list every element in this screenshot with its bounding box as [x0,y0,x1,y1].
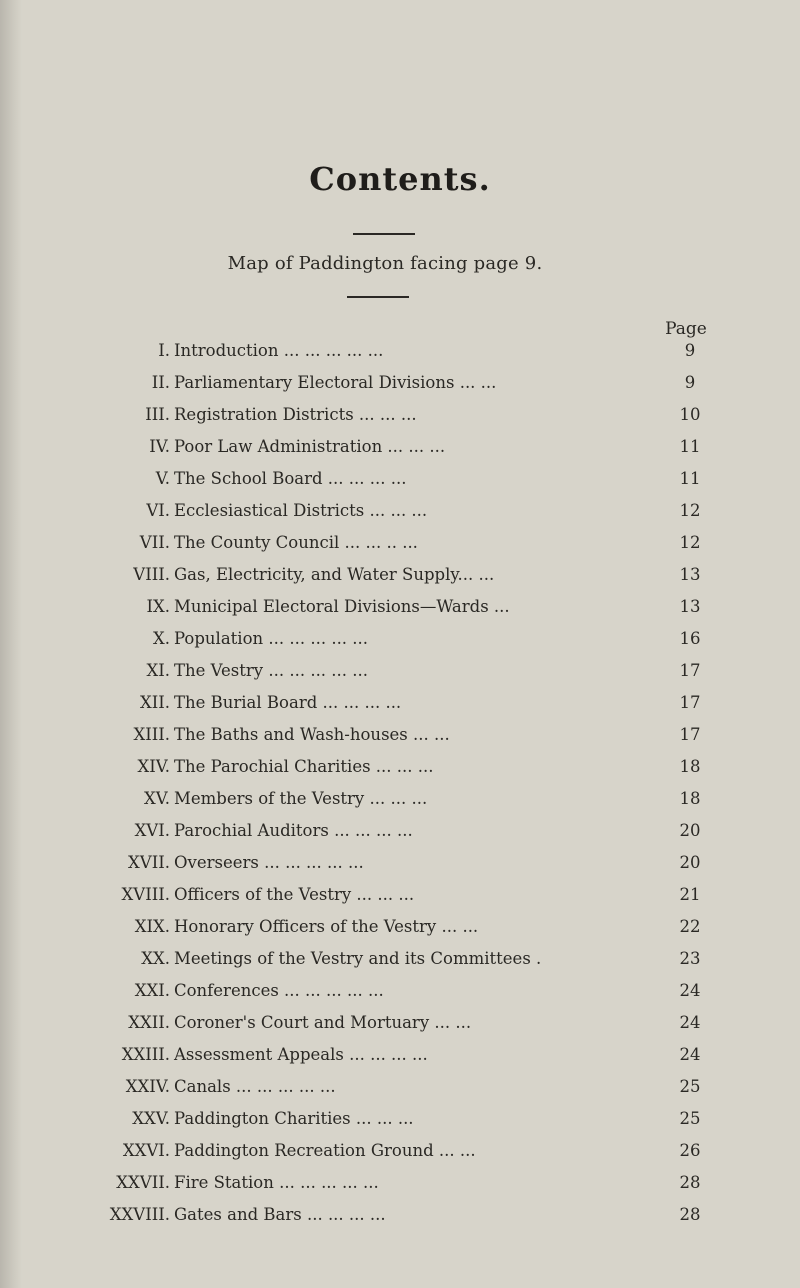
toc-numeral: XXVII. [116,1173,170,1192]
toc-row [60,593,720,621]
toc-row [60,1073,720,1101]
toc-numeral: XXV. [132,1109,170,1128]
toc-title: Canals ... ... ... ... ... [174,1077,336,1096]
toc-row [60,1169,720,1197]
toc-numeral: IX. [146,597,170,616]
toc-title: Meetings of the Vestry and its Committees . [174,949,542,968]
toc-page-number: 21 [679,885,701,904]
toc-title: Overseers ... ... ... ... ... [174,853,364,872]
toc-row [60,561,720,589]
toc-numeral: XXIII. [121,1045,170,1064]
map-note: Map of Paddington facing page 9. [227,253,543,274]
toc-page-number: 11 [679,437,701,456]
toc-numeral: XII. [139,693,170,712]
toc-numeral: VI. [146,501,170,520]
toc-numeral: XX. [141,949,170,968]
toc-numeral: XVII. [128,853,170,872]
toc-row [60,1041,720,1069]
toc-title: Poor Law Administration ... ... ... [174,437,446,456]
toc-page-number: 18 [679,789,701,808]
map-note-divider [347,296,409,298]
toc-title: Fire Station ... ... ... ... ... [174,1173,379,1192]
toc-title: Parliamentary Electoral Divisions ... ... [174,373,497,392]
toc-numeral: II. [151,373,170,392]
toc-title: Gates and Bars ... ... ... ... [174,1205,386,1224]
toc-title: Assessment Appeals ... ... ... ... [174,1045,428,1064]
toc-row [60,625,720,653]
toc-numeral: XXVIII. [109,1205,170,1224]
toc-numeral: XV. [143,789,170,808]
toc-row [60,337,720,365]
title-divider [353,233,415,235]
toc-title: Registration Districts ... ... ... [174,405,417,424]
toc-row [60,529,720,557]
toc-numeral: I. [158,341,170,360]
toc-title: Honorary Officers of the Vestry ... ... [174,917,479,936]
toc-title: Paddington Recreation Ground ... ... [174,1141,476,1160]
toc-page-number: 20 [679,853,701,872]
toc-numeral: III. [145,405,170,424]
toc-title: The Burial Board ... ... ... ... [174,693,402,712]
toc-row [60,369,720,397]
toc-page-number: 18 [679,757,701,776]
toc-numeral: XXVI. [122,1141,170,1160]
toc-numeral: IV. [149,437,170,456]
toc-page-number: 10 [679,405,701,424]
toc-page-number: 24 [679,1013,701,1032]
toc-page-number: 25 [679,1077,701,1096]
toc-page-number: 24 [679,981,701,1000]
toc-row [60,689,720,717]
toc-numeral: XIX. [134,917,170,936]
toc-numeral: X. [153,629,170,648]
toc-row [60,657,720,685]
toc-row [60,1201,720,1229]
toc-page-number: 24 [679,1045,701,1064]
toc-page-number: 12 [679,501,701,520]
toc-title: Conferences ... ... ... ... ... [174,981,384,1000]
toc-title: Paddington Charities ... ... ... [174,1109,414,1128]
toc-title: The Parochial Charities ... ... ... [174,757,434,776]
toc-row [60,977,720,1005]
toc-row [60,913,720,941]
toc-numeral: XVIII. [121,885,170,904]
toc-title: The School Board ... ... ... ... [174,469,407,488]
toc-page-number: 22 [679,917,701,936]
toc-title: Municipal Electoral Divisions—Wards ... [174,597,510,616]
toc-page-number: 9 [684,373,696,392]
toc-numeral: XXIV. [125,1077,170,1096]
toc-page-number: 28 [679,1173,701,1192]
toc-numeral: VIII. [133,565,170,584]
toc-numeral: V. [155,469,170,488]
toc-page-number: 26 [679,1141,701,1160]
toc-row [60,785,720,813]
toc-row [60,497,720,525]
toc-page-number: 13 [679,565,701,584]
toc-page-number: 25 [679,1109,701,1128]
toc-title: The Vestry ... ... ... ... ... [174,661,369,680]
toc-row [60,849,720,877]
toc-title: Population ... ... ... ... ... [174,629,369,648]
toc-title: Gas, Electricity, and Water Supply... ... [174,565,495,584]
toc-numeral: XIII. [133,725,170,744]
toc-row [60,753,720,781]
page-title: Contents. [309,160,491,198]
toc-title: Parochial Auditors ... ... ... ... [174,821,413,840]
toc-title: Coroner's Court and Mortuary ... ... [174,1013,472,1032]
toc-title: Members of the Vestry ... ... ... [174,789,428,808]
toc-row [60,721,720,749]
toc-page-number: 17 [679,661,701,680]
toc-page-number: 17 [679,693,701,712]
toc-numeral: XVI. [134,821,170,840]
toc-title: Officers of the Vestry ... ... ... [174,885,415,904]
toc-page-number: 23 [679,949,701,968]
toc-row [60,1137,720,1165]
toc-row [60,465,720,493]
toc-row [60,881,720,909]
toc-page-number: 16 [679,629,701,648]
toc-numeral: VII. [139,533,170,552]
toc-title: Ecclesiastical Districts ... ... ... [174,501,428,520]
toc-numeral: XIV. [137,757,170,776]
toc-row [60,817,720,845]
toc-title: The Baths and Wash-houses ... ... [174,725,450,744]
toc-page-number: 12 [679,533,701,552]
toc-numeral: XXI. [134,981,170,1000]
toc-page-number: 17 [679,725,701,744]
toc-page-number: 11 [679,469,701,488]
toc-numeral: XXII. [128,1013,170,1032]
toc-row [60,401,720,429]
toc-row [60,1105,720,1133]
toc-title: The County Council ... ... .. ... [174,533,418,552]
toc-page-number: 9 [684,341,696,360]
toc-page-number: 20 [679,821,701,840]
toc-title: Introduction ... ... ... ... ... [174,341,384,360]
toc-page-number: 28 [679,1205,701,1224]
page-column-header: Page [665,319,707,339]
toc-row [60,945,720,973]
toc-row [60,433,720,461]
toc-numeral: XI. [146,661,170,680]
toc-page-number: 13 [679,597,701,616]
toc-row [60,1009,720,1037]
